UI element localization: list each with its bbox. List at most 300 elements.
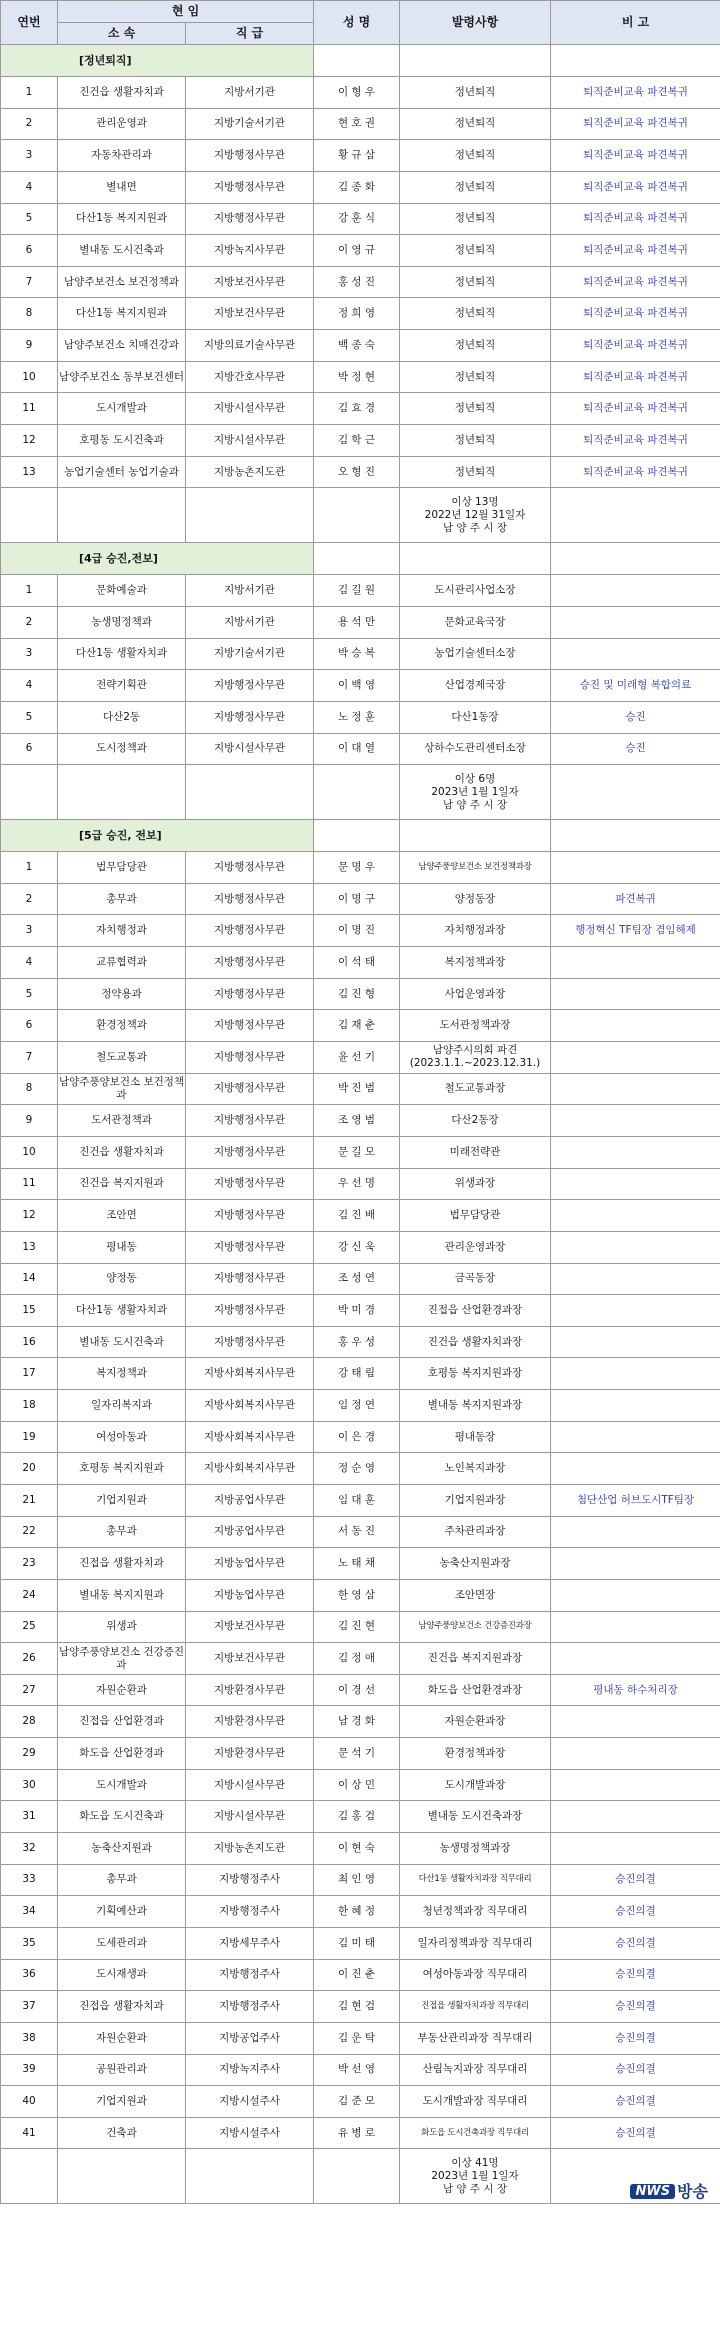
cell-note bbox=[551, 1136, 720, 1168]
cell-no: 18 bbox=[1, 1390, 58, 1422]
cell-note: 퇴직준비교육 파견복귀 bbox=[551, 425, 720, 457]
cell-rank: 지방공업주사 bbox=[186, 2022, 314, 2054]
cell-appointment: 정년퇴직 bbox=[400, 171, 551, 203]
cell-appointment: 정년퇴직 bbox=[400, 108, 551, 140]
footer-signer: 남 양 주 시 장 bbox=[442, 521, 508, 534]
cell-name: 이 명 진 bbox=[314, 915, 400, 947]
cell-no: 31 bbox=[1, 1801, 58, 1833]
table-row bbox=[1, 638, 720, 670]
cell-rank: 지방환경사무관 bbox=[186, 1738, 314, 1770]
cell-no: 1 bbox=[1, 575, 58, 607]
cell-appointment: 금곡동장 bbox=[400, 1263, 551, 1295]
table-row bbox=[1, 1358, 720, 1390]
cell-note bbox=[551, 1105, 720, 1137]
cell-dept: 기업지원과 bbox=[58, 1484, 186, 1516]
cell-dept: 교류협력과 bbox=[58, 947, 186, 979]
table-row bbox=[1, 915, 720, 947]
cell-no: 28 bbox=[1, 1706, 58, 1738]
cell-rank: 지방행정사무관 bbox=[186, 1073, 314, 1105]
cell-appointment: 미래전략관 bbox=[400, 1136, 551, 1168]
section-footer-row bbox=[1, 488, 720, 543]
table-row bbox=[1, 1042, 720, 1074]
footer-signer: 남 양 주 시 장 bbox=[442, 2182, 508, 2195]
cell-dept: 위생과 bbox=[58, 1611, 186, 1643]
cell-dept: 복지정책과 bbox=[58, 1358, 186, 1390]
cell-no: 3 bbox=[1, 140, 58, 172]
cell-appointment: 별내동 복지지원과장 bbox=[400, 1390, 551, 1422]
cell-note bbox=[551, 1833, 720, 1865]
table-row bbox=[1, 1390, 720, 1422]
cell-dept: 일자리복지과 bbox=[58, 1390, 186, 1422]
table-row bbox=[1, 1010, 720, 1042]
cell-note: 평내동 하수처리장 bbox=[551, 1674, 720, 1706]
cell-appointment: 별내동 도시건축과장 bbox=[400, 1801, 551, 1833]
cell-dept: 자원순환과 bbox=[58, 2022, 186, 2054]
cell-appointment: 주차관리과장 bbox=[400, 1516, 551, 1548]
table-row bbox=[1, 1579, 720, 1611]
cell-no: 1 bbox=[1, 77, 58, 109]
cell-appointment: 일자리정책과장 직무대리 bbox=[400, 1927, 551, 1959]
cell-name: 이 영 규 bbox=[314, 235, 400, 267]
cell-rank: 지방사회복지사무관 bbox=[186, 1358, 314, 1390]
cell-no: 15 bbox=[1, 1295, 58, 1327]
cell-note bbox=[551, 1010, 720, 1042]
cell-appointment: 여성아동과장 직무대리 bbox=[400, 1959, 551, 1991]
cell-appointment: 복지정책과장 bbox=[400, 947, 551, 979]
cell-no: 1 bbox=[1, 852, 58, 884]
table-row bbox=[1, 1453, 720, 1485]
section-footer bbox=[400, 2149, 551, 2204]
table-row bbox=[1, 1611, 720, 1643]
cell-name: 한 영 삼 bbox=[314, 1579, 400, 1611]
cell-dept: 농축산지원과 bbox=[58, 1833, 186, 1865]
cell-name: 이 은 경 bbox=[314, 1421, 400, 1453]
cell-note: 퇴직준비교육 파견복귀 bbox=[551, 235, 720, 267]
cell-rank: 지방행정사무관 bbox=[186, 947, 314, 979]
cell-appointment: 정년퇴직 bbox=[400, 203, 551, 235]
cell-dept: 다산1동 생활자치과 bbox=[58, 638, 186, 670]
cell-appointment: 상하수도관리센터소장 bbox=[400, 733, 551, 765]
cell-note: 퇴직준비교육 파견복귀 bbox=[551, 361, 720, 393]
cell-name: 정 희 영 bbox=[314, 298, 400, 330]
cell-appointment: 위생과장 bbox=[400, 1168, 551, 1200]
nws-logo bbox=[630, 2182, 708, 2202]
cell-appointment: 문화교육국장 bbox=[400, 606, 551, 638]
cell-name: 강 태 림 bbox=[314, 1358, 400, 1390]
table-row bbox=[1, 298, 720, 330]
cell-appointment: 남양주풍양보건소 보건정책과장 bbox=[400, 852, 551, 884]
cell-appointment: 진접읍 생활자치과장 직무대리 bbox=[400, 1991, 551, 2023]
cell-note: 승진의결 bbox=[551, 2054, 720, 2086]
cell-note bbox=[551, 1042, 720, 1074]
cell-dept: 별내동 도시건축과 bbox=[58, 235, 186, 267]
cell-no: 30 bbox=[1, 1769, 58, 1801]
cell-note: 퇴직준비교육 파견복귀 bbox=[551, 330, 720, 362]
cell-dept: 전략기획관 bbox=[58, 670, 186, 702]
cell-note: 승진의결 bbox=[551, 2022, 720, 2054]
table-row bbox=[1, 852, 720, 884]
table-row bbox=[1, 1200, 720, 1232]
cell-dept: 도시재생과 bbox=[58, 1959, 186, 1991]
cell-dept: 남양주풍양보건소 건강증진과 bbox=[58, 1643, 186, 1675]
cell-dept: 남양주보건소 치매건강과 bbox=[58, 330, 186, 362]
cell-rank: 지방농촌지도관 bbox=[186, 1833, 314, 1865]
cell-no: 7 bbox=[1, 266, 58, 298]
cell-dept: 진건읍 생활자치과 bbox=[58, 1136, 186, 1168]
cell-no: 6 bbox=[1, 1010, 58, 1042]
cell-rank: 지방기술서기관 bbox=[186, 638, 314, 670]
cell-rank: 지방시설사무관 bbox=[186, 425, 314, 457]
cell-name: 김 종 화 bbox=[314, 171, 400, 203]
cell-note bbox=[551, 852, 720, 884]
cell-dept: 호평동 도시건축과 bbox=[58, 425, 186, 457]
cell-rank: 지방시설사무관 bbox=[186, 733, 314, 765]
footer-date: 2022년 12월 31일자 bbox=[424, 508, 526, 521]
cell-name: 김 운 탁 bbox=[314, 2022, 400, 2054]
cell-no: 33 bbox=[1, 1864, 58, 1896]
header-no: 연번 bbox=[1, 1, 58, 45]
table-row bbox=[1, 1421, 720, 1453]
cell-name: 박 미 경 bbox=[314, 1295, 400, 1327]
cell-dept: 문화예술과 bbox=[58, 575, 186, 607]
cell-appointment: 진건읍 복지지원과장 bbox=[400, 1643, 551, 1675]
cell-note: 퇴직준비교육 파견복귀 bbox=[551, 203, 720, 235]
cell-appointment: 진건읍 생활자치과장 bbox=[400, 1326, 551, 1358]
table-row bbox=[1, 1927, 720, 1959]
table-row bbox=[1, 2022, 720, 2054]
cell-note bbox=[551, 1200, 720, 1232]
cell-rank: 지방서기관 bbox=[186, 606, 314, 638]
cell-appointment: 정년퇴직 bbox=[400, 456, 551, 488]
cell-appointment: 화도읍 산업환경과장 bbox=[400, 1674, 551, 1706]
cell-no: 34 bbox=[1, 1896, 58, 1928]
table-row bbox=[1, 361, 720, 393]
cell-no: 9 bbox=[1, 1105, 58, 1137]
cell-appointment: 사업운영과장 bbox=[400, 978, 551, 1010]
cell-rank: 지방간호사무관 bbox=[186, 361, 314, 393]
cell-rank: 지방행정사무관 bbox=[186, 1136, 314, 1168]
cell-dept: 법무담당관 bbox=[58, 852, 186, 884]
cell-rank: 지방행정사무관 bbox=[186, 701, 314, 733]
cell-name: 남 경 화 bbox=[314, 1706, 400, 1738]
cell-rank: 지방행정주사 bbox=[186, 1864, 314, 1896]
cell-rank: 지방시설주사 bbox=[186, 2117, 314, 2149]
cell-note: 퇴직준비교육 파견복귀 bbox=[551, 108, 720, 140]
cell-rank: 지방행정사무관 bbox=[186, 1168, 314, 1200]
cell-appointment: 도시개발과장 직무대리 bbox=[400, 2086, 551, 2118]
cell-dept: 별내동 복지지원과 bbox=[58, 1579, 186, 1611]
cell-appointment: 산림녹지과장 직무대리 bbox=[400, 2054, 551, 2086]
cell-no: 17 bbox=[1, 1358, 58, 1390]
cell-appointment: 도서관정책과장 bbox=[400, 1010, 551, 1042]
cell-no: 27 bbox=[1, 1674, 58, 1706]
table-row bbox=[1, 456, 720, 488]
cell-dept: 도서관정책과 bbox=[58, 1105, 186, 1137]
cell-rank: 지방행정사무관 bbox=[186, 852, 314, 884]
cell-name: 유 병 로 bbox=[314, 2117, 400, 2149]
cell-dept: 기업지원과 bbox=[58, 2086, 186, 2118]
cell-dept: 공원관리과 bbox=[58, 2054, 186, 2086]
cell-rank: 지방농업사무관 bbox=[186, 1548, 314, 1580]
table-row bbox=[1, 1105, 720, 1137]
cell-rank: 지방공업사무관 bbox=[186, 1516, 314, 1548]
footer-count: 이상 41명 bbox=[451, 2156, 499, 2169]
cell-rank: 지방행정사무관 bbox=[186, 171, 314, 203]
footer-count: 이상 13명 bbox=[451, 495, 499, 508]
cell-rank: 지방농촌지도관 bbox=[186, 456, 314, 488]
cell-rank: 지방사회복지사무관 bbox=[186, 1390, 314, 1422]
cell-name: 김 길 원 bbox=[314, 575, 400, 607]
header-note: 비 고 bbox=[551, 1, 720, 45]
cell-name: 한 혜 정 bbox=[314, 1896, 400, 1928]
cell-name: 홍 성 진 bbox=[314, 266, 400, 298]
cell-name: 이 상 민 bbox=[314, 1769, 400, 1801]
table-row bbox=[1, 947, 720, 979]
cell-dept: 총무과 bbox=[58, 1864, 186, 1896]
cell-note bbox=[551, 1516, 720, 1548]
table-row bbox=[1, 1674, 720, 1706]
cell-dept: 정약용과 bbox=[58, 978, 186, 1010]
table-row bbox=[1, 1833, 720, 1865]
cell-name: 이 진 춘 bbox=[314, 1959, 400, 1991]
cell-no: 10 bbox=[1, 1136, 58, 1168]
cell-name: 최 인 영 bbox=[314, 1864, 400, 1896]
table-row bbox=[1, 1959, 720, 1991]
cell-no: 5 bbox=[1, 701, 58, 733]
cell-appointment: 조안면장 bbox=[400, 1579, 551, 1611]
cell-no: 4 bbox=[1, 171, 58, 203]
cell-note bbox=[551, 1295, 720, 1327]
cell-note bbox=[551, 1643, 720, 1675]
cell-no: 20 bbox=[1, 1453, 58, 1485]
cell-rank: 지방시설주사 bbox=[186, 2086, 314, 2118]
cell-appointment: 부동산관리과장 직무대리 bbox=[400, 2022, 551, 2054]
cell-rank: 지방행정사무관 bbox=[186, 140, 314, 172]
cell-dept: 별내동 도시건축과 bbox=[58, 1326, 186, 1358]
header-current: 현 임 bbox=[58, 1, 314, 23]
cell-rank: 지방의료기술사무관 bbox=[186, 330, 314, 362]
table-row bbox=[1, 171, 720, 203]
cell-rank: 지방행정사무관 bbox=[186, 203, 314, 235]
cell-rank: 지방시설사무관 bbox=[186, 1769, 314, 1801]
cell-no: 6 bbox=[1, 733, 58, 765]
footer-count: 이상 6명 bbox=[454, 772, 496, 785]
cell-appointment: 다산1동 생활자치과장 직무대리 bbox=[400, 1864, 551, 1896]
cell-appointment: 정년퇴직 bbox=[400, 77, 551, 109]
cell-dept: 총무과 bbox=[58, 883, 186, 915]
cell-appointment: 관리운영과장 bbox=[400, 1231, 551, 1263]
cell-dept: 다산1동 복지지원과 bbox=[58, 203, 186, 235]
cell-no: 11 bbox=[1, 393, 58, 425]
cell-name: 이 명 구 bbox=[314, 883, 400, 915]
table-row bbox=[1, 606, 720, 638]
table-row bbox=[1, 1073, 720, 1105]
table-row bbox=[1, 77, 720, 109]
cell-note: 승진 bbox=[551, 733, 720, 765]
table-row bbox=[1, 1516, 720, 1548]
cell-name: 우 선 명 bbox=[314, 1168, 400, 1200]
cell-dept: 철도교통과 bbox=[58, 1042, 186, 1074]
cell-rank: 지방기술서기관 bbox=[186, 108, 314, 140]
cell-appointment: 정년퇴직 bbox=[400, 330, 551, 362]
header-name: 성 명 bbox=[314, 1, 400, 45]
table-row bbox=[1, 1168, 720, 1200]
cell-rank: 지방사회복지사무관 bbox=[186, 1421, 314, 1453]
section-title: [5급 승진, 전보] bbox=[1, 820, 314, 852]
cell-name: 문 명 우 bbox=[314, 852, 400, 884]
cell-no: 14 bbox=[1, 1263, 58, 1295]
cell-note bbox=[551, 1548, 720, 1580]
cell-name: 이 대 열 bbox=[314, 733, 400, 765]
section-footer-row bbox=[1, 765, 720, 820]
table-row bbox=[1, 1136, 720, 1168]
footer-date: 2023년 1월 1일자 bbox=[431, 785, 519, 798]
cell-note: 승진 bbox=[551, 701, 720, 733]
cell-appointment: 양정동장 bbox=[400, 883, 551, 915]
cell-name: 문 석 기 bbox=[314, 1738, 400, 1770]
section-footer bbox=[400, 765, 551, 820]
cell-no: 11 bbox=[1, 1168, 58, 1200]
section-footer bbox=[400, 488, 551, 543]
section-title: [4급 승진,전보] bbox=[1, 543, 314, 575]
cell-note bbox=[551, 638, 720, 670]
cell-name: 홍 우 성 bbox=[314, 1326, 400, 1358]
cell-no: 37 bbox=[1, 1991, 58, 2023]
cell-rank: 지방보건사무관 bbox=[186, 1643, 314, 1675]
header-appointment: 발령사항 bbox=[400, 1, 551, 45]
cell-dept: 도세관리과 bbox=[58, 1927, 186, 1959]
cell-note: 퇴직준비교육 파견복귀 bbox=[551, 171, 720, 203]
cell-note bbox=[551, 1390, 720, 1422]
cell-rank: 지방행정사무관 bbox=[186, 1326, 314, 1358]
cell-rank: 지방녹지주사 bbox=[186, 2054, 314, 2086]
cell-rank: 지방행정주사 bbox=[186, 1896, 314, 1928]
cell-dept: 다산2동 bbox=[58, 701, 186, 733]
table-row bbox=[1, 701, 720, 733]
cell-note: 승진의결 bbox=[551, 2086, 720, 2118]
cell-appointment: 다산2동장 bbox=[400, 1105, 551, 1137]
table-row bbox=[1, 1484, 720, 1516]
cell-dept: 진건읍 복지지원과 bbox=[58, 1168, 186, 1200]
cell-rank: 지방행정사무관 bbox=[186, 978, 314, 1010]
cell-appointment: 노인복지과장 bbox=[400, 1453, 551, 1485]
cell-rank: 지방세무주사 bbox=[186, 1927, 314, 1959]
table-row bbox=[1, 978, 720, 1010]
cell-name: 김 진 현 bbox=[314, 1611, 400, 1643]
cell-name: 박 선 영 bbox=[314, 2054, 400, 2086]
cell-appointment: 남양주풍양보건소 건강증진과장 bbox=[400, 1611, 551, 1643]
table-row bbox=[1, 203, 720, 235]
cell-note bbox=[551, 1168, 720, 1200]
cell-rank: 지방행정사무관 bbox=[186, 1042, 314, 1074]
cell-dept: 호평동 복지지원과 bbox=[58, 1453, 186, 1485]
cell-appointment: 정년퇴직 bbox=[400, 266, 551, 298]
cell-no: 35 bbox=[1, 1927, 58, 1959]
header-rank: 직 급 bbox=[186, 23, 314, 45]
cell-dept: 별내면 bbox=[58, 171, 186, 203]
cell-rank: 지방보건사무관 bbox=[186, 266, 314, 298]
cell-name: 김 효 경 bbox=[314, 393, 400, 425]
cell-dept: 평내동 bbox=[58, 1231, 186, 1263]
cell-no: 38 bbox=[1, 2022, 58, 2054]
cell-dept: 자동차관리과 bbox=[58, 140, 186, 172]
logo-text: 방송 bbox=[677, 2182, 708, 2202]
cell-rank: 지방행정주사 bbox=[186, 1991, 314, 2023]
cell-no: 4 bbox=[1, 670, 58, 702]
cell-no: 3 bbox=[1, 638, 58, 670]
cell-name: 임 대 훈 bbox=[314, 1484, 400, 1516]
cell-note bbox=[551, 1073, 720, 1105]
cell-name: 이 석 태 bbox=[314, 947, 400, 979]
cell-dept: 남양주보건소 보건정책과 bbox=[58, 266, 186, 298]
footer-signer: 남 양 주 시 장 bbox=[442, 798, 508, 811]
table-row bbox=[1, 575, 720, 607]
table-row bbox=[1, 1801, 720, 1833]
cell-note: 승진의결 bbox=[551, 2117, 720, 2149]
cell-no: 40 bbox=[1, 2086, 58, 2118]
cell-name: 윤 선 기 bbox=[314, 1042, 400, 1074]
cell-no: 32 bbox=[1, 1833, 58, 1865]
cell-rank: 지방행정사무관 bbox=[186, 1295, 314, 1327]
cell-name: 이 형 우 bbox=[314, 77, 400, 109]
cell-dept: 총무과 bbox=[58, 1516, 186, 1548]
cell-no: 12 bbox=[1, 425, 58, 457]
cell-appointment: 자치행정과장 bbox=[400, 915, 551, 947]
cell-name: 김 미 태 bbox=[314, 1927, 400, 1959]
cell-name: 김 진 배 bbox=[314, 1200, 400, 1232]
cell-appointment: 청년정책과장 직무대리 bbox=[400, 1896, 551, 1928]
cell-name: 조 성 연 bbox=[314, 1263, 400, 1295]
cell-rank: 지방행정사무관 bbox=[186, 1200, 314, 1232]
cell-name: 김 재 춘 bbox=[314, 1010, 400, 1042]
table-row bbox=[1, 330, 720, 362]
table-row bbox=[1, 235, 720, 267]
table-header bbox=[1, 1, 720, 45]
cell-no: 24 bbox=[1, 1579, 58, 1611]
cell-dept: 진접읍 생활자치과 bbox=[58, 1548, 186, 1580]
cell-dept: 농생명정책과 bbox=[58, 606, 186, 638]
cell-note bbox=[551, 978, 720, 1010]
cell-appointment: 정년퇴직 bbox=[400, 298, 551, 330]
cell-no: 2 bbox=[1, 883, 58, 915]
cell-note bbox=[551, 1326, 720, 1358]
cell-rank: 지방행정사무관 bbox=[186, 670, 314, 702]
cell-appointment: 농업기술센터소장 bbox=[400, 638, 551, 670]
cell-dept: 화도읍 도시건축과 bbox=[58, 1801, 186, 1833]
cell-rank: 지방농업사무관 bbox=[186, 1579, 314, 1611]
table-row bbox=[1, 670, 720, 702]
cell-appointment: 도시개발과장 bbox=[400, 1769, 551, 1801]
cell-name: 박 승 복 bbox=[314, 638, 400, 670]
cell-note bbox=[551, 1801, 720, 1833]
cell-dept: 기획예산과 bbox=[58, 1896, 186, 1928]
cell-appointment: 농축산지원과장 bbox=[400, 1548, 551, 1580]
cell-no: 13 bbox=[1, 1231, 58, 1263]
cell-name: 문 길 모 bbox=[314, 1136, 400, 1168]
cell-appointment: 자원순환과장 bbox=[400, 1706, 551, 1738]
cell-appointment: 정년퇴직 bbox=[400, 425, 551, 457]
cell-rank: 지방서기관 bbox=[186, 77, 314, 109]
cell-rank: 지방행정사무관 bbox=[186, 883, 314, 915]
cell-name: 김 정 애 bbox=[314, 1643, 400, 1675]
cell-note bbox=[551, 1263, 720, 1295]
cell-dept: 자원순환과 bbox=[58, 1674, 186, 1706]
cell-appointment: 법무담당관 bbox=[400, 1200, 551, 1232]
cell-rank: 지방시설사무관 bbox=[186, 393, 314, 425]
cell-note: 행정혁신 TF팀장 겸임해제 bbox=[551, 915, 720, 947]
cell-no: 9 bbox=[1, 330, 58, 362]
cell-note: 승진의결 bbox=[551, 1896, 720, 1928]
